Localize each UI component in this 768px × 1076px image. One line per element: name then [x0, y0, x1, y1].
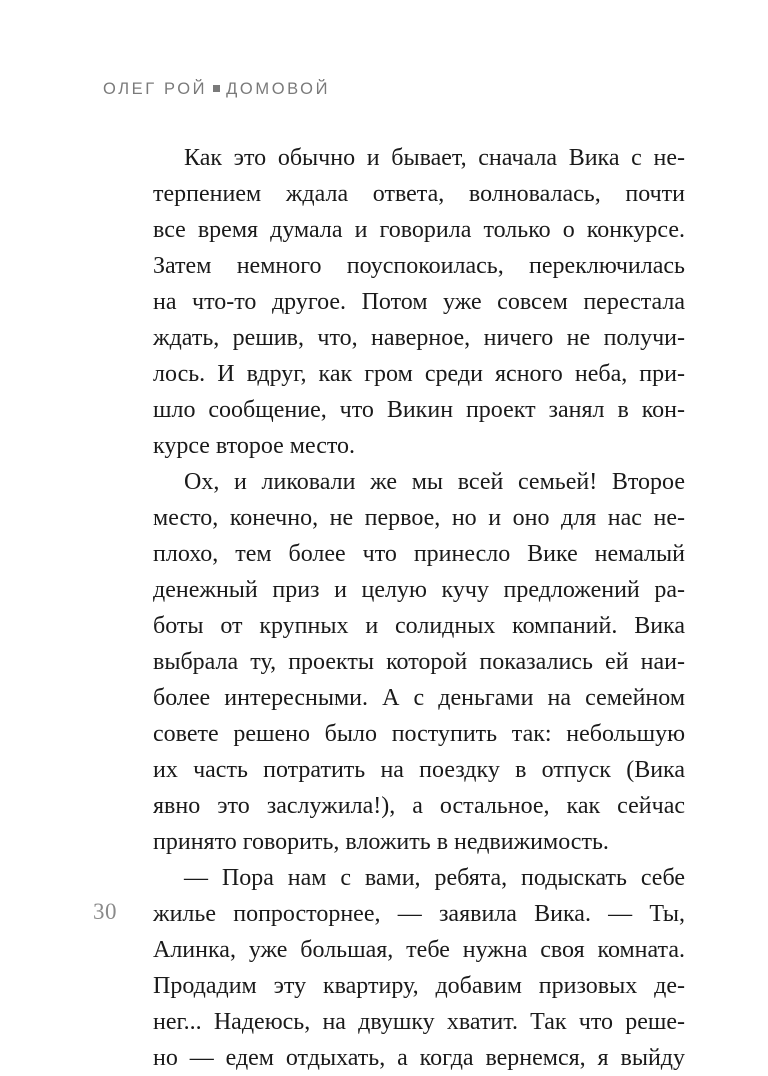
text-line: место, конечно, не первое, но и оно для нас не-: [153, 505, 685, 531]
page-number: 30: [93, 899, 117, 924]
running-header: [103, 80, 330, 99]
text-line: шло сообщение, что Викин проект занял в кон-: [153, 397, 685, 423]
text-line: но — едем отдыхать, а когда вернемся, я выйду: [153, 1045, 685, 1071]
header-author: ОЛЕГ РОЙ: [103, 80, 208, 98]
text-line: Затем немного поуспокоилась, переключилась: [153, 253, 685, 279]
text-line: лось. И вдруг, как гром среди ясного неба, при-: [153, 361, 685, 387]
text-line: терпением ждала ответа, волновалась, почти: [153, 181, 685, 207]
text-line: Как это обычно и бывает, сначала Вика с не-: [184, 145, 685, 171]
text-line: ждать, решив, что, наверное, ничего не получи-: [153, 325, 685, 351]
text-line: более интересными. А с деньгами на семейном: [153, 685, 685, 711]
text-line: выбрала ту, проекты которой показались ей наи-: [153, 649, 685, 675]
text-line: явно это заслужила!), а остальное, как сейчас: [153, 793, 685, 819]
text-line: их часть потратить на поездку в отпуск (Вика: [153, 757, 685, 783]
text-line: на что-то другое. Потом уже совсем перестала: [153, 289, 685, 315]
text-line: совете решено было поступить так: небольшую: [153, 721, 685, 747]
text-line: боты от крупных и солидных компаний. Вика: [153, 613, 685, 639]
text-line: Ох, и ликовали же мы всей семьей! Второе: [184, 469, 685, 495]
text-line: нег... Надеюсь, на двушку хватит. Так что реше-: [153, 1009, 685, 1035]
text-line: денежный приз и целую кучу предложений ра-: [153, 577, 685, 603]
text-line: принято говорить, вложить в недвижимость.: [153, 829, 609, 855]
header-book-title: ДОМОВОЙ: [226, 80, 331, 98]
text-line: Алинка, уже большая, тебе нужна своя комната.: [153, 937, 685, 963]
body-text: [153, 140, 685, 1076]
text-line: — Пора нам с вами, ребята, подыскать себе: [184, 865, 685, 891]
text-line: Продадим эту квартиру, добавим призовых де-: [153, 973, 685, 999]
text-line: плохо, тем более что принесло Вике немалый: [153, 541, 685, 567]
header-separator-square: [213, 85, 220, 92]
text-line: все время думала и говорила только о конкурсе.: [153, 217, 685, 243]
text-line: жилье попросторнее, — заявила Вика. — Ты,: [153, 901, 685, 927]
text-line: курсе второе место.: [153, 433, 356, 459]
